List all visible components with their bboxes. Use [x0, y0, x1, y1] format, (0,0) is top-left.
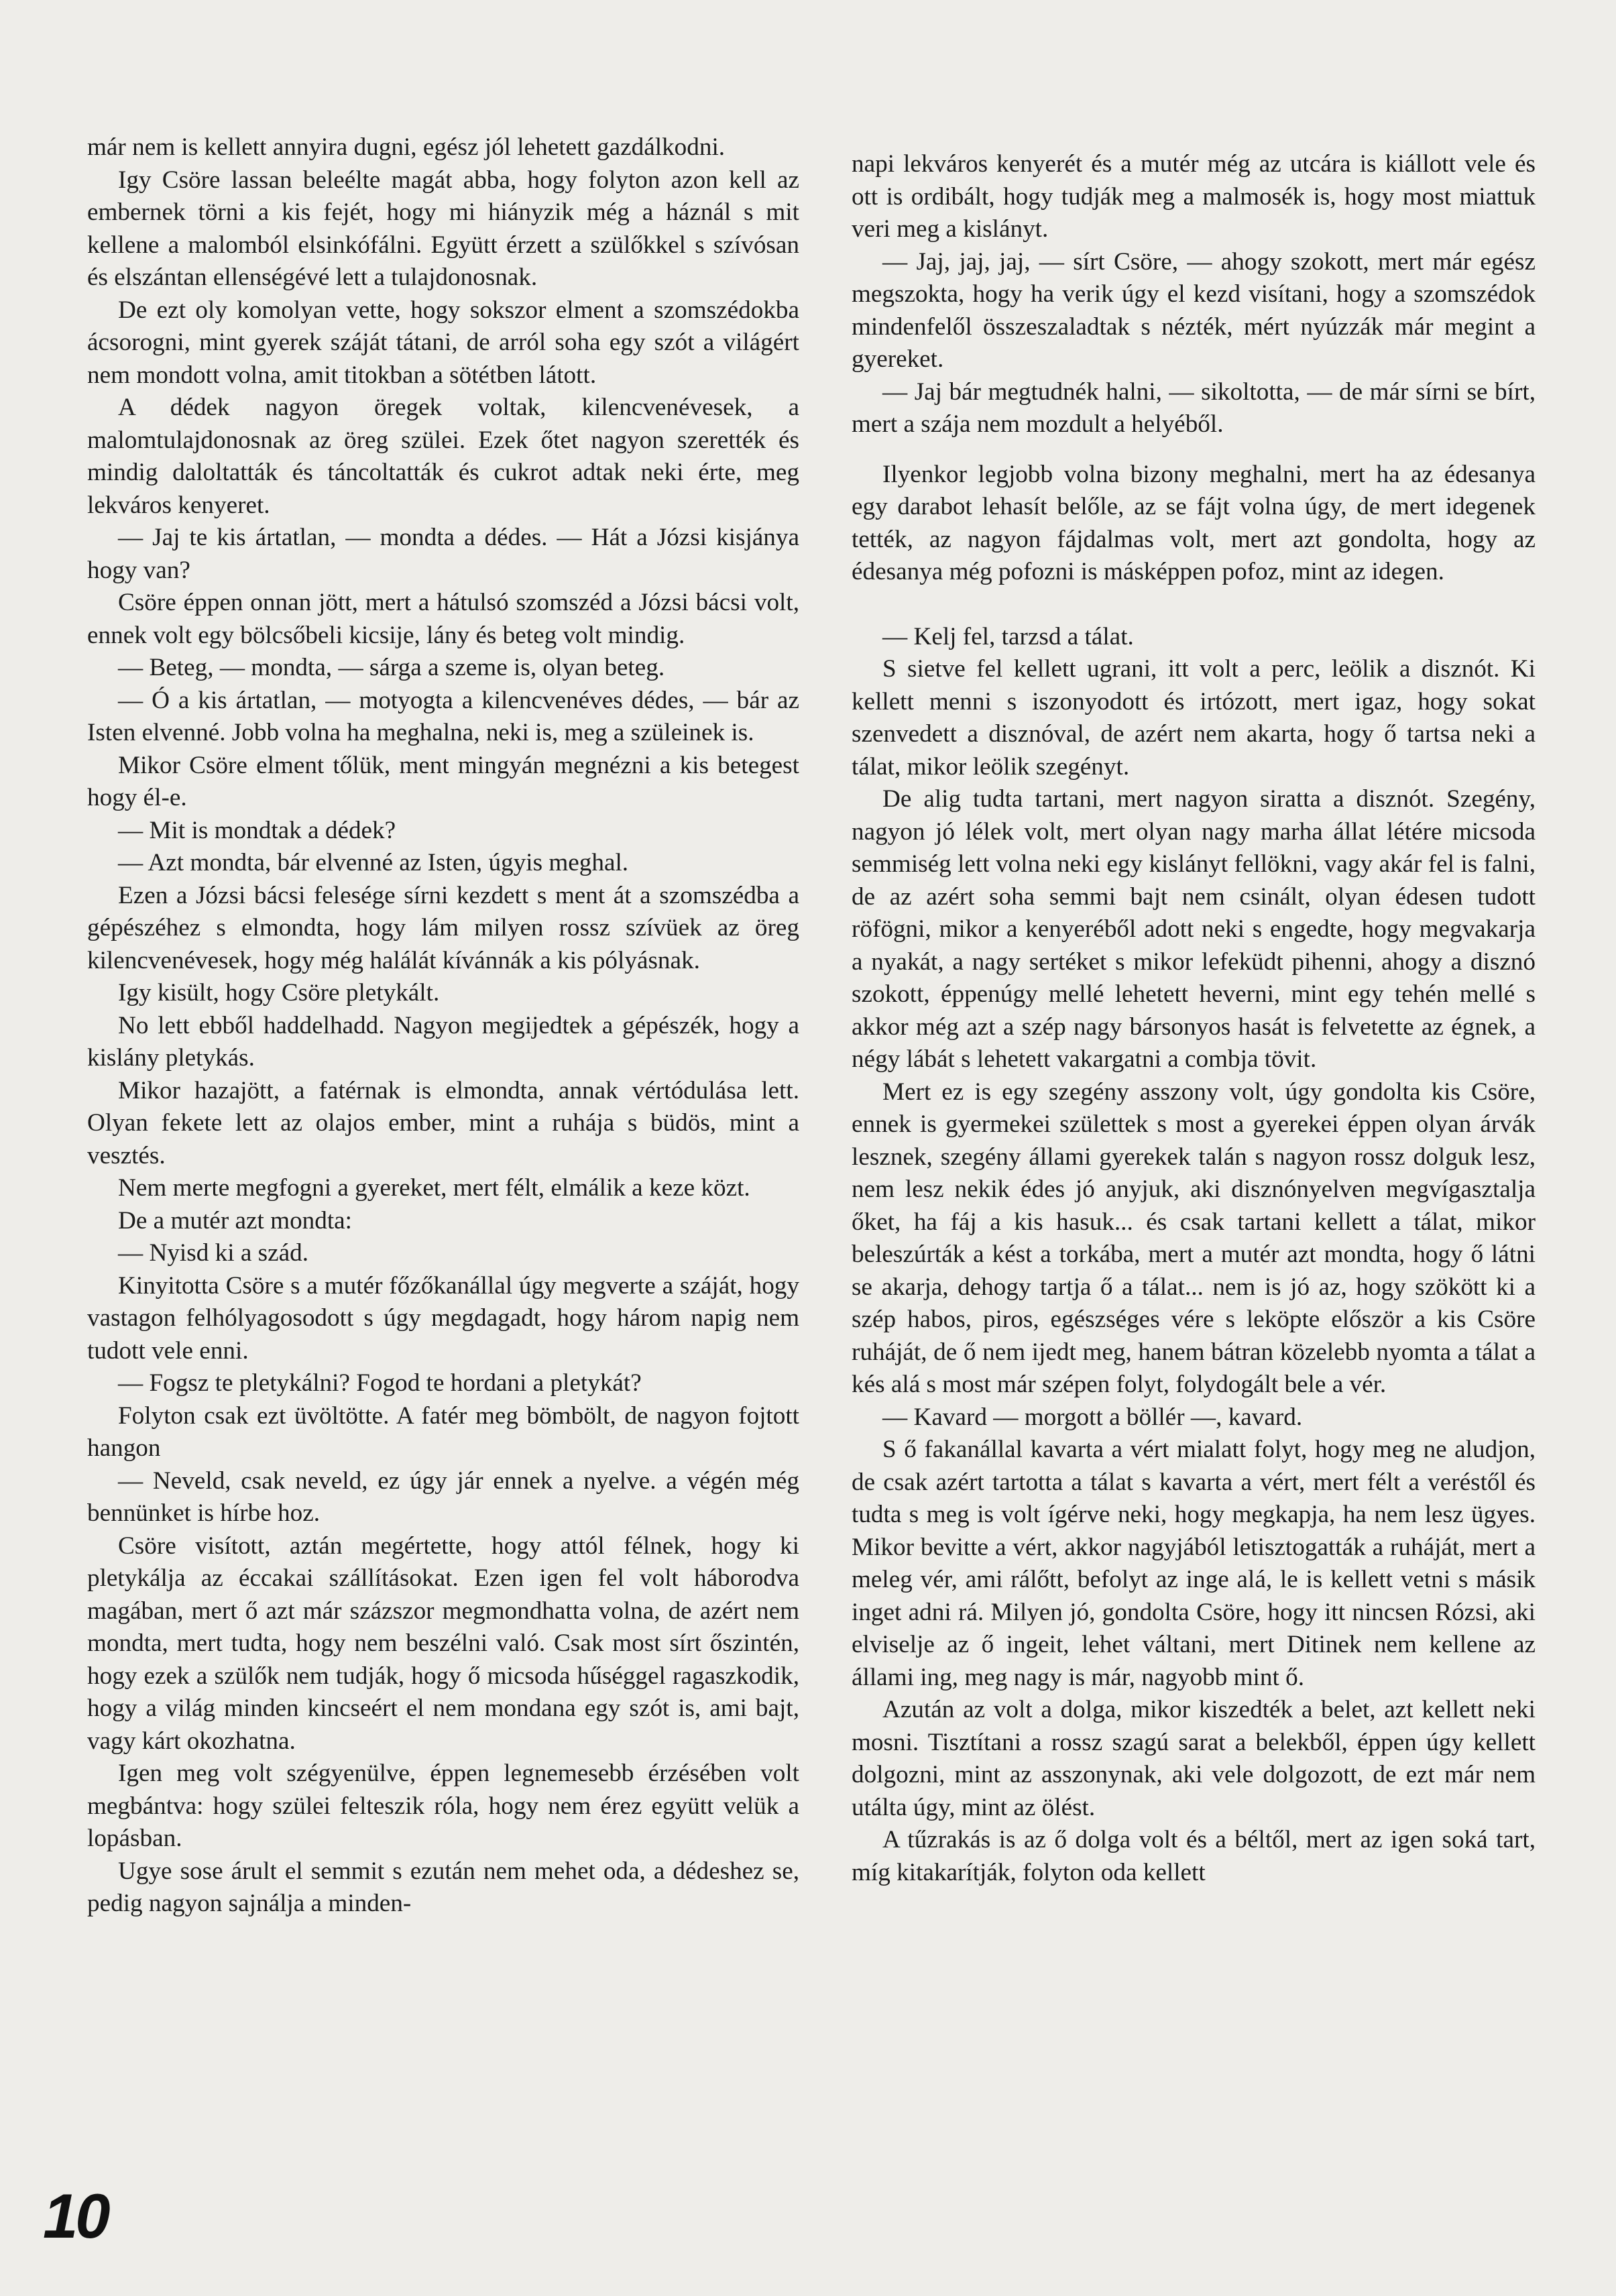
paragraph: Folyton csak ezt üvöltötte. A fatér meg bömbölt, de nagyon fojtott hangon — [87, 1401, 799, 1462]
paragraph: Ilyenkor legjobb volna bizony meghalni, mert ha az édesanya egy darabot lehasít belőle, az se fájt volna úgy, de mert idegenek tették, az nagyon fájdalmas volt, mert azt gondolta, hogy az édesanya még pofozni is másképpen pofoz, mint az idegen. — [852, 460, 1536, 585]
paragraph: Nem merte megfogni a gyereket, mert félt, elmálik a keze közt. — [118, 1174, 750, 1202]
paragraph: — Jaj bár megtudnék halni, — sikoltotta, — de már sírni se bírt, mert a szája nem mozdult a helyéből. — [852, 378, 1536, 438]
paragraph: Csöre éppen onnan jött, mert a hátulsó szomszéd a Józsi bácsi volt, ennek volt egy bölcsőbeli kicsije, lány és beteg volt mindig. — [87, 589, 799, 649]
paragraph: napi lekváros kenyerét és a mutér még az utcára is kiállott vele és ott is ordibált, hogy tudják meg a malmosék is, hogy most miattuk veri meg a kislányt. — [852, 150, 1536, 243]
paragraph: Mikor Csöre elment tőlük, ment mingyán megnézni a kis betegest hogy él-e. — [87, 751, 799, 811]
paragraph: S ő fakanállal kavarta a vért mialatt folyt, hogy meg ne aludjon, de csak azért tartotta a tálat s kavarta a vért, mert félt a veréstől és tudta s meg is volt ígérve neki, hogy megkapja, ha nem lesz ügyes. Mikor bevitte a vért, akkor nagyjából letisztogatták a ruháját, mert a meleg vér, ami rálőtt, befolyt az inge alá, le is kellett vetni s másik inget adni rá. Milyen jó, gondolta Csöre, hogy itt nincsen Rózsi, aki elviselje az ő ingeit, lehet váltani, mert Ditinek nem kellene az állami ing, meg nagy is már, nagyobb mint ő. — [852, 1436, 1536, 1691]
paragraph: — Nyisd ki a szád. — [118, 1239, 309, 1267]
paragraph: Kinyitotta Csöre s a mutér főzőkanállal úgy megverte a száját, hogy vastagon felhólyagosodott s úgy megdagadt, hogy három napig nem tudott vele enni. — [87, 1271, 799, 1365]
paragraph: — Kelj fel, tarzsd a tálat. — [882, 622, 1134, 650]
paragraph: S sietve fel kellett ugrani, itt volt a perc, leölik a disznót. Ki kellett menni s iszonyodott és irtózott, mert igaz, hogy sokat szenvedett a disznóval, de azért nem akarta, hogy ő tartsa neki a tálat, mikor leölik szegényt. — [852, 655, 1536, 781]
page-number: 10 — [43, 2181, 108, 2251]
paragraph: már nem is kellett annyira dugni, egész jól lehetett gazdálkodni. — [87, 133, 726, 161]
right-text-column — [852, 148, 1536, 1889]
paragraph: — Jaj te kis ártatlan, — mondta a dédes. — Hát a Józsi kisjánya hogy van? — [87, 524, 799, 584]
paragraph: De ezt oly komolyan vette, hogy sokszor elment a szomszédokba ácsorogni, mint gyerek száját tátani, de arról soha egy szót a világért nem mondott volna, amit titokban a sötétben látott. — [87, 296, 799, 389]
left-text-column — [87, 131, 799, 1920]
paragraph: Igy kisült, hogy Csöre pletykált. — [118, 979, 440, 1007]
paragraph: — Ó a kis ártatlan, — motyogta a kilencvenéves dédes, — bár az Isten elvenné. Jobb volna ha meghalna, neki is, meg a szüleinek is. — [87, 686, 799, 746]
paragraph: A dédek nagyon öregek voltak, kilencvenévesek, a malomtulajdonosnak az öreg szülei. Ezek őtet nagyon szerették és mindig daloltatták és táncoltatták és cukrot adtak neki érte, meg lekváros kenyeret. — [87, 394, 799, 519]
paragraph: — Kavard — morgott a böllér —, kavard. — [882, 1403, 1303, 1431]
paragraph: — Neveld, csak neveld, ez úgy jár ennek a nyelve. a végén még bennünket is hírbe hoz. — [87, 1467, 799, 1527]
paragraph: — Beteg, — mondta, — sárga a szeme is, olyan beteg. — [118, 654, 665, 681]
paragraph: Azután az volt a dolga, mikor kiszedték a belet, azt kellett neki mosni. Tisztítani a rossz szagú sarat a belekből, éppen úgy kellett dolgozni, mint az asszonynak, aki vele dolgozott, de ezt már nem utálta úgy, mint az ölést. — [852, 1696, 1536, 1821]
paragraph: — Azt mondta, bár elvenné az Isten, úgyis meghal. — [118, 849, 629, 876]
paragraph: Mikor hazajött, a fatérnak is elmondta, annak vértódulása lett. Olyan fekete lett az olajos ember, mint a ruhája s büdös, mint a vesztés. — [87, 1076, 799, 1169]
paragraph: Ezen a Józsi bácsi felesége sírni kezdett s ment át a szomszédba a gépészéhez s elmondta, hogy lám milyen rossz szívüek az öreg kilencvenévesek, hogy még halálát kívánnák a kis pólyásnak. — [87, 881, 799, 974]
paragraph: No lett ebből haddelhadd. Nagyon megijedtek a gépészék, hogy a kislány pletykás. — [87, 1011, 799, 1072]
paragraph: De alig tudta tartani, mert nagyon siratta a disznót. Szegény, nagyon jó lélek volt, mert olyan nagy marha állat létére micsoda semmiség lett volna neki egy kislányt fellökni, vagy akár fel is falni, de az azért soha semmi bajt nem csinált, olyan édesen tudott röfögni, mikor a kenyeréből adott neki s engedte, hogy megvakarja a nyakát, a nagy sertéket s mikor lefeküdt pihenni, ahogy a disznó szokott, éppenúgy mellé lehetett heverni, mint egy tehén mellé s akkor még azt a szép nagy bársonyos hasát is felvetette az égnek, a négy lábát s lehetett vakargatni a combja tövit. — [852, 785, 1536, 1073]
paragraph: Csöre visított, aztán megértette, hogy attól félnek, hogy ki pletykálja az éccakai szállításokat. Ezen igen fel volt háborodva magában, mert ő azt már százszor megmondhatta volna, de azért nem mondta, mert tudta, hogy nem beszélni való. Csak most sírt őszintén, hogy ezek a szülők nem tudják, hogy ő micsoda hűséggel ragaszkodik, hogy a világ minden kincseért el nem mondana egy szót is, ami bajt, vagy kárt okozhatna. — [87, 1532, 799, 1755]
paragraph: — Jaj, jaj, jaj, — sírt Csöre, — ahogy szokott, mert már egész megszokta, hogy ha verik úgy el kezd visítani, hogy a szomszédok mindenfelől összeszaladtak s nézték, mért nyúzzák már megint a gyereket. — [852, 247, 1536, 373]
paragraph: Mert ez is egy szegény asszony volt, úgy gondolta kis Csöre, ennek is gyermekei születtek s most a gyerekei éppen olyan árvák lesznek, szegény állami gyerekek talán s nagyon rossz dolguk lesz, nem lesz nekik édes jó anyjuk, aki disznónyelven megvígasztalja őket, ha fáj a kis hasuk... és csak tartani kellett a tálat, mikor beleszúrták a kést a torkába, mert a mutér azt mondta, hogy ő látni se akarja, dehogy tartja ő a tálat... nem is jó az, hogy szökött ki a szép habos, piros, egészséges vére s leköpte először a kis Csöre ruháját, de ő nem ijedt meg, hanem bátran közelebb nyomta a tálat a kés alá s most már szépen folyt, folydogált bele a vér. — [852, 1078, 1536, 1398]
paragraph: De a mutér azt mondta: — [118, 1206, 353, 1235]
paragraph: A tűzrakás is az ő dolga volt és a béltől, mert az igen soká tart, míg kitakarítják, folyton oda kellett — [852, 1826, 1536, 1886]
paragraph: Ugye sose árult el semmit s ezután nem mehet oda, a dédeshez se, pedig nagyon sajnálja a minden- — [87, 1857, 799, 1917]
paragraph: — Mit is mondtak a dédek? — [118, 816, 396, 844]
paragraph: Igy Csöre lassan beleélte magát abba, hogy folyton azon kell az embernek törni a kis fejét, hogy mi hiányzik még a háznál s mit kellene a malomból elsinkófálni. Együtt érzett a szülőkkel s szívósan és elszántan ellenségévé lett a tulajdonosnak. — [87, 166, 799, 291]
paragraph: — Fogsz te pletykálni? Fogod te hordani a pletykát? — [118, 1369, 642, 1397]
paragraph: Igen meg volt szégyenülve, éppen legnemesebb érzésében volt megbántva: hogy szülei felteszik róla, hogy nem érez együtt velük a lopásban. — [87, 1760, 799, 1852]
